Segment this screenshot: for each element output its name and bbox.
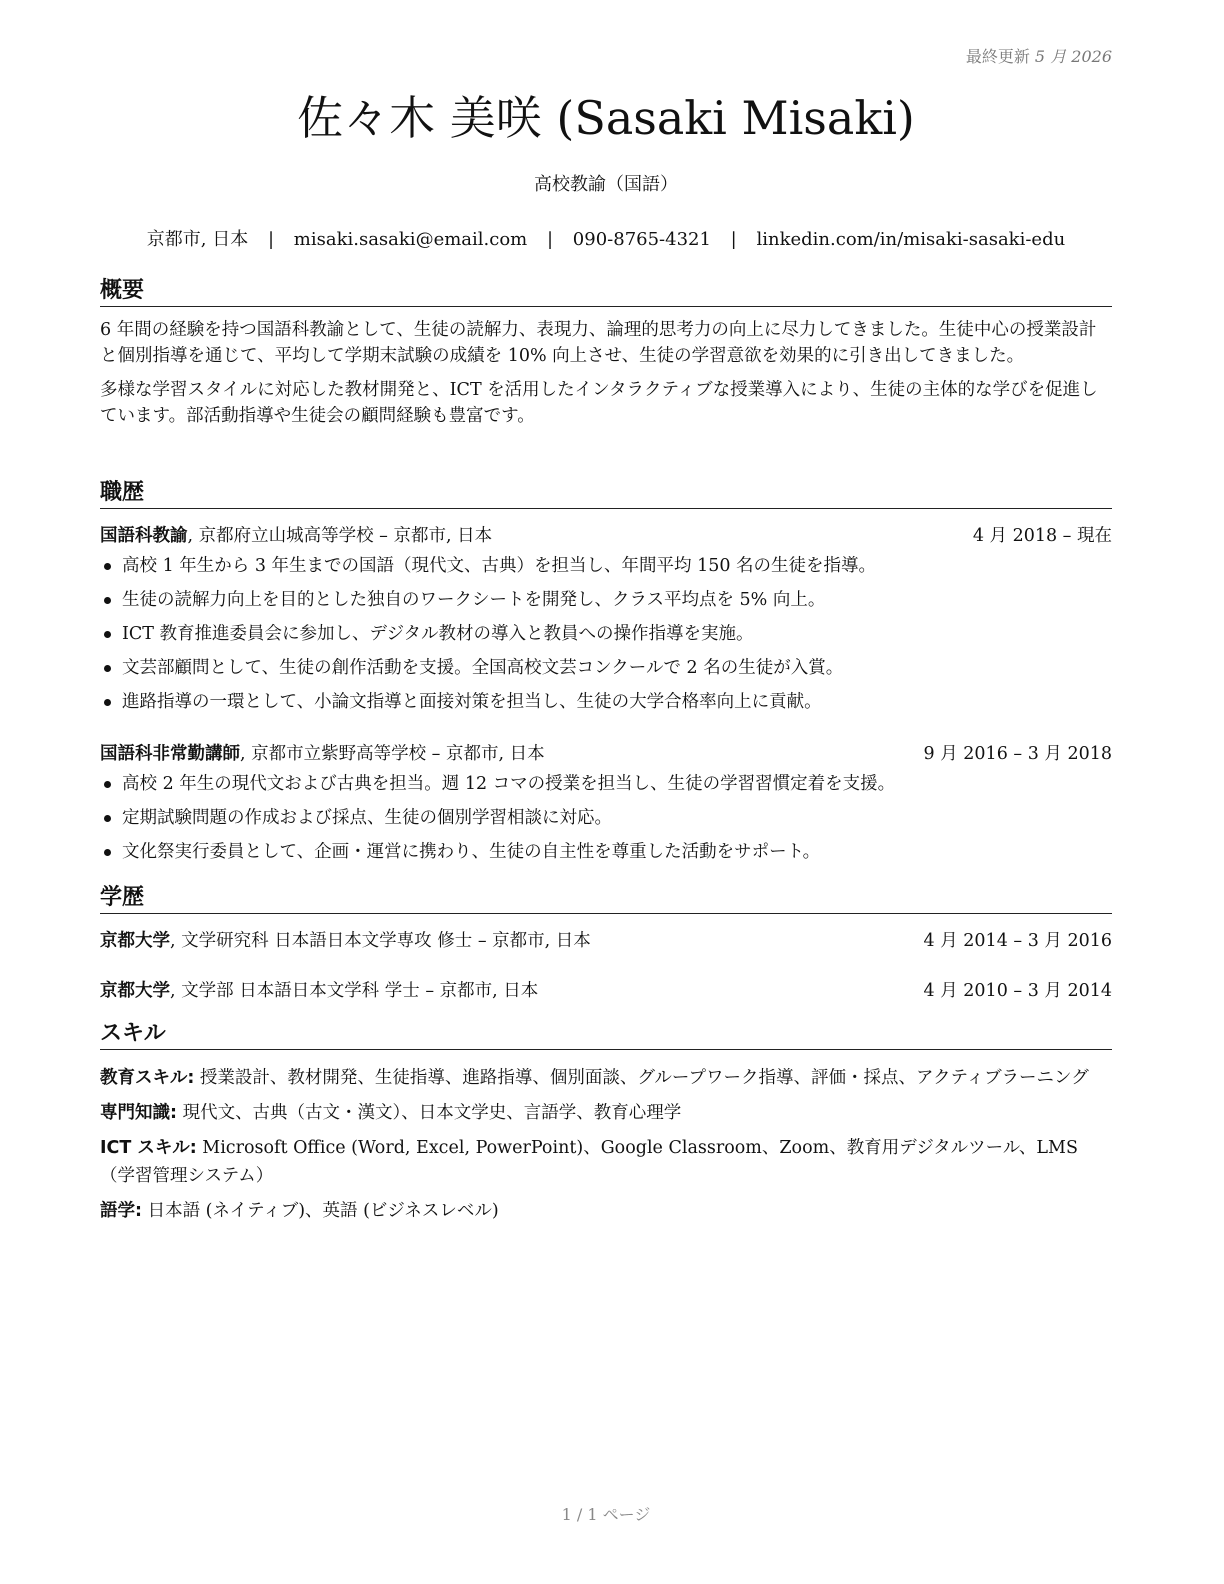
skill-item xyxy=(100,1099,1112,1127)
education-dates: 4 月 2010 – 3 月 2014 xyxy=(923,981,1112,1001)
job-bullets xyxy=(100,549,1112,719)
education-detail: , 文学部 日本語日本文学科 学士 – 京都市, 日本 xyxy=(170,981,539,1001)
job-role: 国語科非常勤講師 xyxy=(100,744,240,764)
education-school: 京都大学 xyxy=(100,931,170,951)
job-org: , 京都府立山城高等学校 – 京都市, 日本 xyxy=(187,526,493,546)
contact-separator: | xyxy=(267,229,275,250)
education-entry xyxy=(100,928,1112,954)
contact-location: 京都市, 日本 xyxy=(146,229,249,250)
experience-section xyxy=(100,479,1112,869)
skill-label: ICT スキル: xyxy=(100,1138,197,1158)
section-heading-education: 学歴 xyxy=(100,884,1112,914)
education-section xyxy=(100,884,1112,1004)
job-entry xyxy=(100,523,1112,719)
job-title: 高校教諭（国語） xyxy=(534,174,678,195)
section-heading-experience: 職歴 xyxy=(100,479,1112,509)
section-heading-skills: スキル xyxy=(100,1020,1112,1050)
contact-email[interactable]: misaki.sasaki@email.com xyxy=(293,229,528,250)
list-item: 高校 2 年生の現代文および古典を担当。週 12 コマの授業を担当し、生徒の学習習慣定着を支援。 xyxy=(100,767,1112,801)
education-entry xyxy=(100,978,1112,1004)
skill-label: 専門知識: xyxy=(100,1103,177,1123)
education-school-detail xyxy=(100,978,538,1004)
list-item: 生徒の読解力向上を目的とした独自のワークシートを開発し、クラス平均点を 5% 向上。 xyxy=(100,583,1112,617)
job-role: 国語科教諭 xyxy=(100,526,188,546)
candidate-name: 佐々木 美咲 (Sasaki Misaki) xyxy=(297,91,915,145)
last-updated-date: 5 月 2026 xyxy=(1034,47,1112,66)
list-item: 高校 1 年生から 3 年生までの国語（現代文、古典）を担当し、年間平均 150 名の生徒を指導。 xyxy=(100,549,1112,583)
skill-label: 語学: xyxy=(100,1201,142,1221)
list-item: ICT 教育推進委員会に参加し、デジタル教材の導入と教員への操作指導を実施。 xyxy=(100,617,1112,651)
education-dates: 4 月 2014 – 3 月 2016 xyxy=(923,931,1112,951)
education-school-detail xyxy=(100,928,591,954)
list-item: 定期試験問題の作成および採点、生徒の個別学習相談に対応。 xyxy=(100,801,1112,835)
skill-item xyxy=(100,1134,1112,1190)
summary-paragraph: 多様な学習スタイルに対応した教材開発と、ICT を活用したインタラクティブな授業導入により、生徒の主体的な学びを促進しています。部活動指導や生徒会の顧問経験も豊富です。 xyxy=(100,380,1098,426)
last-updated-prefix: 最終更新 xyxy=(965,47,1030,66)
skill-label: 教育スキル: xyxy=(100,1068,195,1088)
job-dates: 9 月 2016 – 3 月 2018 xyxy=(923,744,1112,764)
education-school: 京都大学 xyxy=(100,981,170,1001)
job-org: , 京都市立紫野高等学校 – 京都市, 日本 xyxy=(240,744,545,764)
job-bullets xyxy=(100,767,1112,869)
section-heading-summary: 概要 xyxy=(100,277,1112,307)
skill-value: Microsoft Office (Word, Excel, PowerPoint)、Google Classroom、Zoom、教育用デジタルツール、LMS（学習管理システム） xyxy=(100,1138,1078,1186)
summary-section xyxy=(100,277,1112,429)
skill-item xyxy=(100,1064,1112,1092)
contact-separator: | xyxy=(546,229,554,250)
contact-phone[interactable]: 090-8765-4321 xyxy=(572,229,711,250)
last-updated xyxy=(966,44,1112,67)
list-item: 進路指導の一環として、小論文指導と面接対策を担当し、生徒の大学合格率向上に貢献。 xyxy=(100,685,1112,719)
skill-value: 現代文、古典（古文・漢文）、日本文学史、言語学、教育心理学 xyxy=(177,1103,682,1123)
skill-value: 日本語 (ネイティブ)、英語 (ビジネスレベル) xyxy=(142,1201,499,1221)
job-role-org xyxy=(100,741,545,767)
list-item: 文芸部顧問として、生徒の創作活動を支援。全国高校文芸コンクールで 2 名の生徒が入賞。 xyxy=(100,651,1112,685)
education-detail: , 文学研究科 日本語日本文学専攻 修士 – 京都市, 日本 xyxy=(170,931,591,951)
job-header xyxy=(100,741,1112,767)
job-dates: 4 月 2018 – 現在 xyxy=(972,526,1112,546)
skills-section xyxy=(100,1020,1112,1225)
page-number: 1 / 1 ページ xyxy=(561,1505,651,1524)
skill-value: 授業設計、教材開発、生徒指導、進路指導、個別面談、グループワーク指導、評価・採点、アクティブラーニング xyxy=(194,1068,1089,1088)
job-role-org xyxy=(100,523,492,549)
contact-linkedin[interactable]: linkedin.com/in/misaki-sasaki-edu xyxy=(756,229,1066,250)
contact-line xyxy=(100,225,1112,251)
list-item: 文化祭実行委員として、企画・運営に携わり、生徒の自主性を尊重した活動をサポート。 xyxy=(100,835,1112,869)
contact-separator: | xyxy=(730,229,737,250)
summary-paragraph: 6 年間の経験を持つ国語科教諭として、生徒の読解力、表現力、論理的思考力の向上に尽力してきました。生徒中心の授業設計と個別指導を通じて、平均して学期末試験の成績を 10% 向上させ、生徒の学習意欲を効果的に引き出してきました。 xyxy=(100,320,1097,366)
skill-item xyxy=(100,1197,1112,1225)
job-entry xyxy=(100,741,1112,869)
job-header xyxy=(100,523,1112,549)
